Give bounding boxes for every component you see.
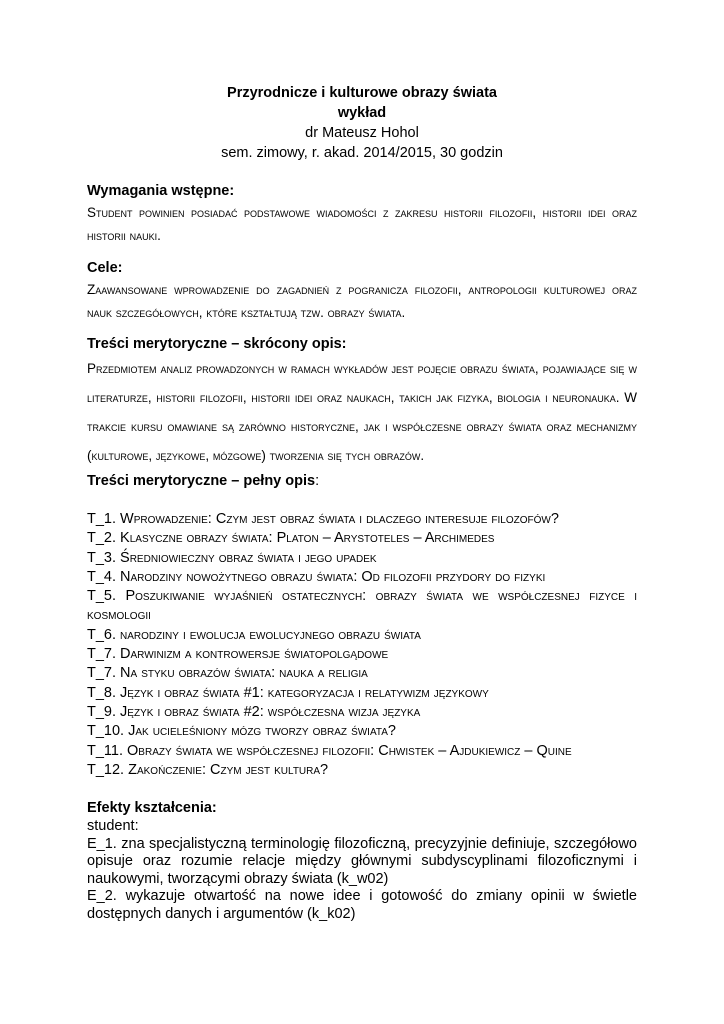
outcomes-section: [87, 798, 637, 923]
short-description-text: Przedmiotem analiz prowadzonych w ramach wykładów jest pojęcie obrazu świata, pojawiające się w literaturze, historii filozofii, historii idei oraz naukach, takich jak fizyka, biologia i neuronauka. W trakcie kursu omawiane są zarówno historyczne, jak i współczesne obrazy świata oraz mechanizmy (kulturowe, językowe, mózgowe) tworzenia się tych obrazów.: [87, 361, 637, 463]
full-description-heading: Treści merytoryczne – pełny opis: [87, 473, 316, 489]
semester-info: sem. zimowy, r. akad. 2014/2015, 30 godzin: [221, 145, 503, 161]
topic-item: T_11. Obrazy świata we współczesnej filozofii: Chwistek – Ajdukiewicz – Quine: [87, 742, 572, 759]
full-description-heading-line: [87, 471, 637, 491]
topics-list: [87, 510, 637, 780]
topic-item: T_2. Klasyczne obrazy świata: Platon – Arystoteles – Archimedes: [87, 530, 495, 547]
topic-item: T_8. Język i obraz świata #1: kategoryzacja i relatywizm językowy: [87, 684, 489, 701]
topic-item: T_4. Narodziny nowożytnego obrazu świata: Od filozofii przydory do fizyki: [87, 568, 546, 585]
prerequisites-heading: Wymagania wstępne:: [87, 183, 235, 199]
course-title: Przyrodnicze i kulturowe obrazy świata: [227, 85, 497, 101]
topic-item: T_3. Średniowieczny obraz świata i jego upadek: [87, 549, 377, 566]
goals-heading: Cele:: [87, 260, 123, 276]
topic-item: T_7. Na styku obrazów świata: nauka a religia: [87, 665, 368, 682]
topic-item: T_12. Zakończenie: Czym jest kultura?: [87, 761, 329, 778]
short-description-section: [87, 334, 637, 470]
short-description-heading: Treści merytoryczne – skrócony opis:: [87, 336, 347, 352]
document-header: [0, 83, 724, 163]
topic-item: T_10. Jak ucieleśniony mózg tworzy obraz świata?: [87, 723, 396, 740]
course-type: wykład: [337, 105, 387, 121]
topic-item: T_9. Język i obraz świata #2: współczesna wizja języka: [87, 703, 421, 720]
topic-item: T_1. Wprowadzenie: Czym jest obraz świata i dlaczego interesuje filozofów?: [87, 511, 559, 527]
outcome-item: E_2. wykazuje otwartość na nowe idee i gotowość do zmiany opinii w świetle dostępnych danych i argumentów (k_k02): [87, 888, 637, 922]
topic-item: T_6. narodziny i ewolucja ewolucyjnego obrazu świata: [87, 626, 421, 643]
topic-item: T_5. Poszukiwanie wyjaśnień ostatecznych: obrazy świata we współczesnej fizyce i kosmologii: [87, 588, 637, 624]
outcomes-heading: Efekty kształcenia:: [87, 800, 217, 816]
outcome-item: E_1. zna specjalistyczną terminologię filozoficzną, precyzyjnie definiuje, szczegółowo opisuje oraz rozumie relacje między głównymi subdyscyplinami filozoficznymi i naukowymi, tworzącymi obrazy świata (k_w02): [87, 835, 637, 887]
goals-text: Zaawansowane wprowadzenie do zagadnień z pogranicza filozofii, antropologii kulturowej oraz nauk szczegółowych, które kształtują tzw. obrazy świata.: [87, 282, 637, 320]
topic-item: T_7. Darwinizm a kontrowersje światopolgądowe: [87, 646, 389, 663]
full-description-colon: :: [315, 473, 320, 489]
prerequisites-text: Student powinien posiadać podstawowe wiadomości z zakresu historii filozofii, historii idei oraz historii nauki.: [87, 205, 637, 243]
goals-section: [87, 258, 637, 324]
prerequisites-section: [87, 181, 637, 247]
lecturer-name: dr Mateusz Hohol: [305, 125, 419, 141]
outcomes-student-label: student:: [87, 818, 139, 834]
full-description-section: [87, 471, 637, 780]
